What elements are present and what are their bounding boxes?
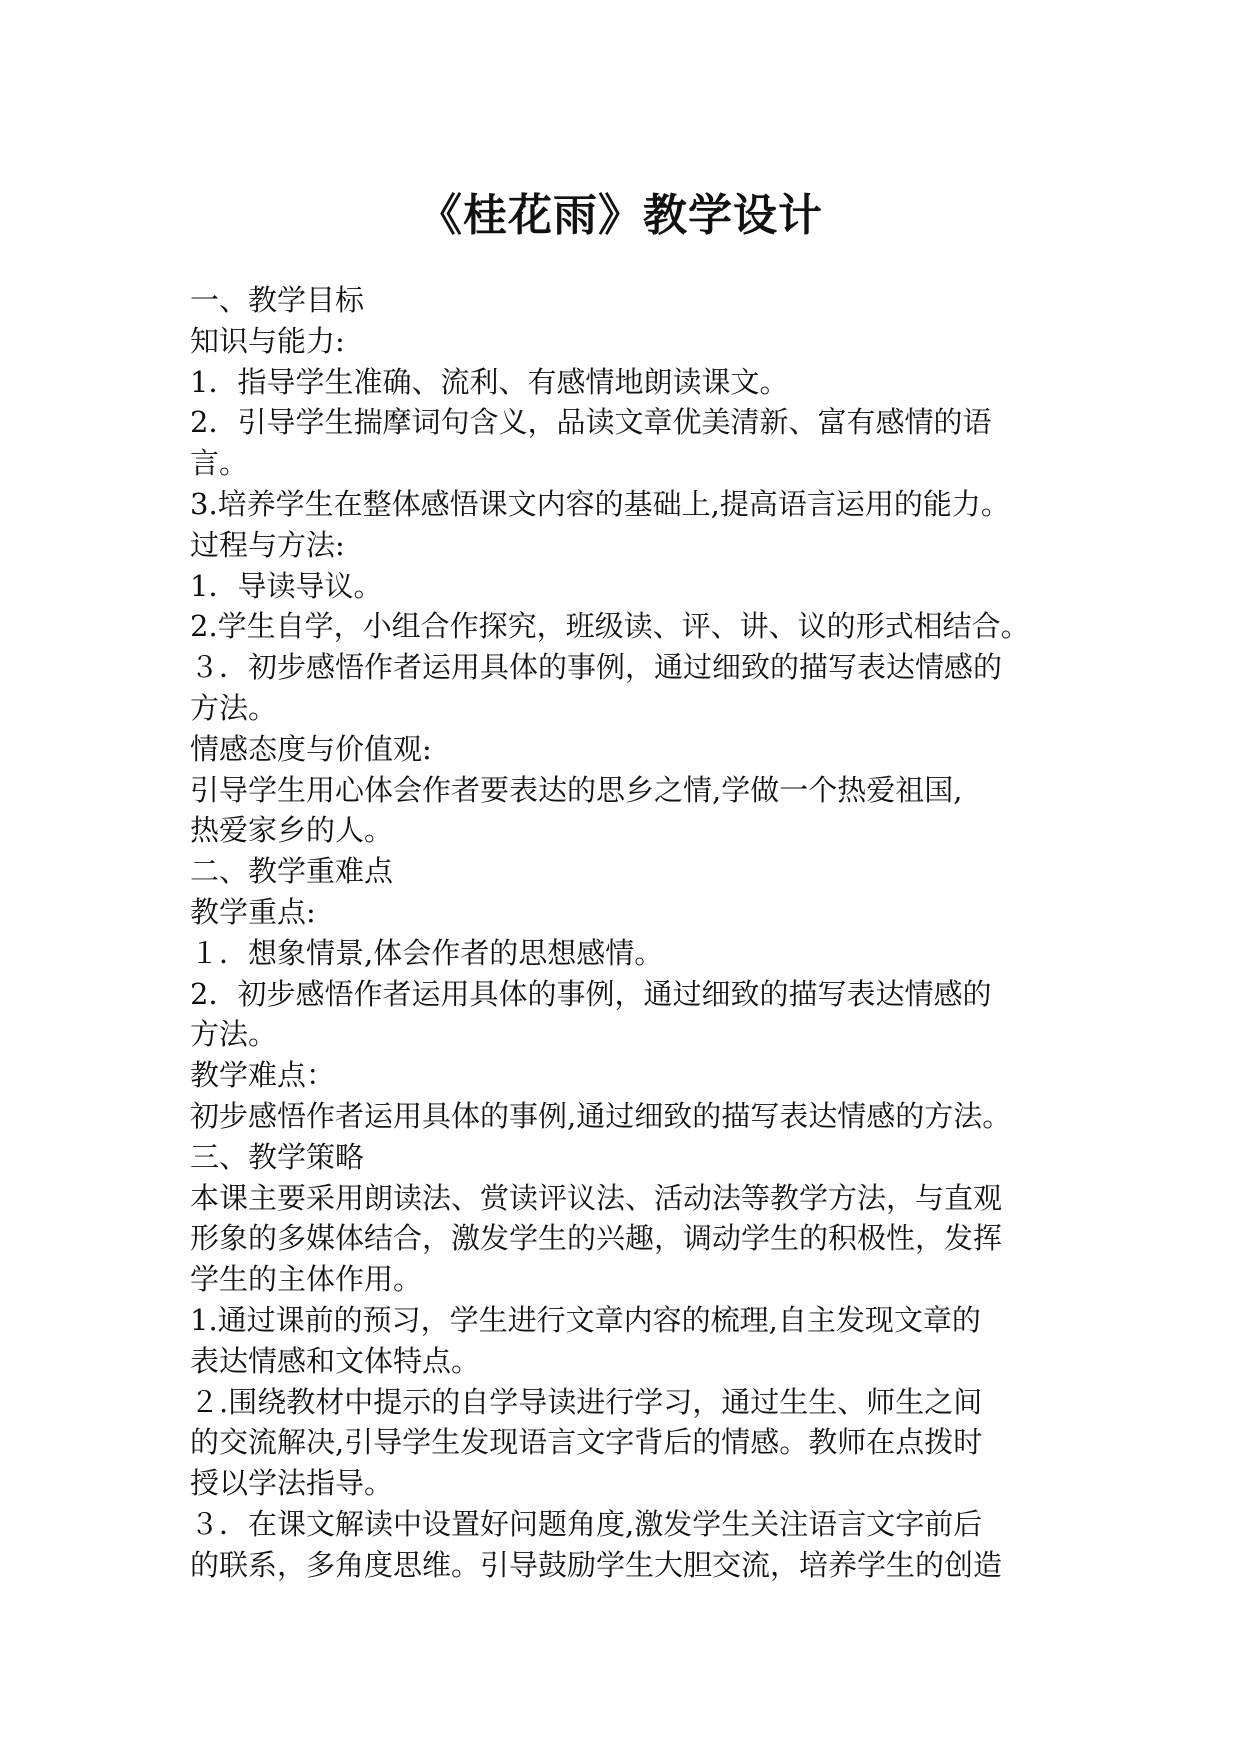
paragraph-line: 的联系，多角度思维。引导鼓励学生大胆交流，培养学生的创造 [190, 1547, 1003, 1582]
paragraph-line: 2．初步感悟作者运用具体的事例，通过细致的描写表达情感的 [190, 976, 992, 1011]
subheading-key-points: 教学重点: [190, 894, 316, 929]
paragraph-line: 言。 [190, 446, 249, 481]
section-heading-strategy: 三、教学策略 [190, 1139, 365, 1174]
section-heading-key-points: 二、教学重难点 [190, 854, 394, 889]
paragraph-line: 形象的多媒体结合，激发学生的兴趣，调动学生的积极性，发挥 [190, 1221, 1003, 1256]
paragraph-line: ３．在课文解读中设置好问题角度,激发学生关注语言文字前后 [190, 1506, 983, 1541]
paragraph-line: 1．导读导议。 [190, 568, 383, 603]
document-title: 《桂花雨》教学设计 [418, 190, 823, 241]
subheading-difficulties: 教学难点： [190, 1058, 336, 1093]
paragraph-line: 本课主要采用朗读法、赏读评议法、活动法等教学方法，与直观 [190, 1180, 1003, 1215]
paragraph-line: 初步感悟作者运用具体的事例,通过细致的描写表达情感的方法。 [190, 1098, 1012, 1133]
paragraph-line: 引导学生用心体会作者要表达的思乡之情,学做一个热爱祖国, [190, 772, 963, 807]
paragraph-line: 2.学生自学，小组合作探究，班级读、评、讲、议的形式相结合。 [190, 609, 1030, 644]
paragraph-line: 热爱家乡的人。 [190, 813, 394, 848]
paragraph-line: 方法。 [190, 1017, 278, 1052]
subheading-process: 过程与方法: [190, 527, 345, 562]
paragraph-line: １．想象情景,体会作者的思想感情。 [190, 935, 664, 970]
subheading-values: 情感态度与价值观: [190, 731, 432, 766]
paragraph-line: ２.围绕教材中提示的自学导读进行学习，通过生生、师生之间 [190, 1384, 983, 1419]
document-body [190, 280, 1062, 1586]
paragraph-line: 授以学法指导。 [190, 1466, 394, 1501]
paragraph-line: 的交流解决,引导学生发现语言文字背后的情感。教师在点拨时 [190, 1425, 983, 1460]
paragraph-line: ３．初步感悟作者运用具体的事例，通过细致的描写表达情感的 [190, 650, 1003, 685]
paragraph-line: 学生的主体作用。 [190, 1262, 423, 1297]
paragraph-line: 1.通过课前的预习，学生进行文章内容的梳理,自主发现文章的 [190, 1302, 981, 1337]
subheading-knowledge: 知识与能力: [190, 323, 345, 358]
paragraph-line: 1．指导学生准确、流利、有感情地朗读课文。 [190, 364, 789, 399]
section-heading-objectives: 一、教学目标 [190, 283, 365, 317]
paragraph-line: 方法。 [190, 690, 278, 725]
paragraph-line: 表达情感和文体特点。 [190, 1343, 481, 1378]
paragraph-line: 3.培养学生在整体感悟课文内容的基础上,提高语言运用的能力。 [190, 486, 1010, 521]
paragraph-line: 2．引导学生揣摩词句含义，品读文章优美清新、富有感情的语 [190, 405, 992, 440]
